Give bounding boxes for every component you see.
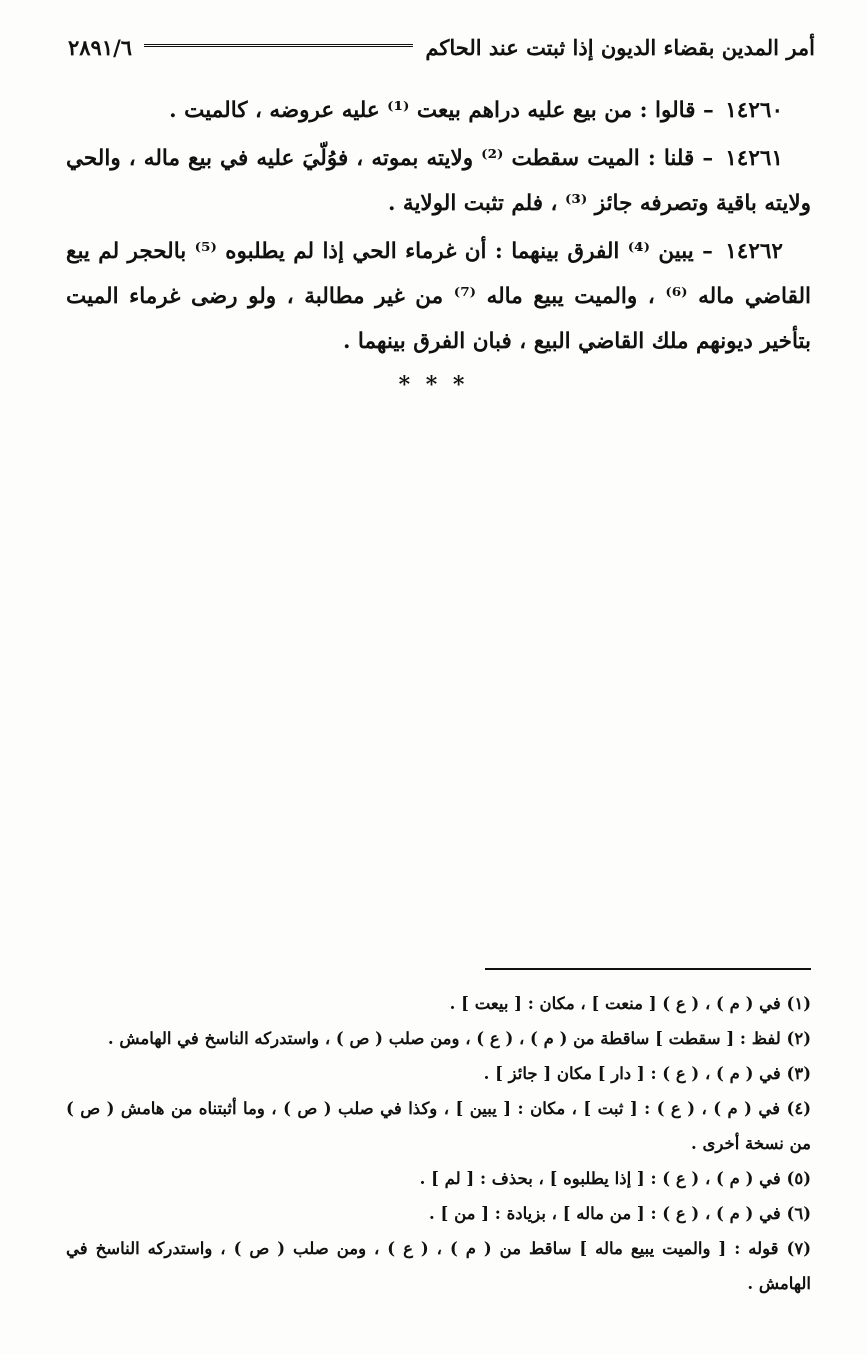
footnote-6: (٦) في ( م ) ، ( ع ) : [ من ماله ] ، بزيادة : [ من ] . <box>429 1204 811 1223</box>
footnote-4: (٤) في ( م ) ، ( ع ) : [ ثبت ] ، مكان : [ يبين ] ، وكذا في صلب ( ص ) ، وما أثبتناه من هامش ( ص ) من نسخة أخرى . <box>66 1099 811 1153</box>
paragraph-number: ١٤٢٦٢ <box>725 239 783 264</box>
footnote-3: (٣) في ( م ) ، ( ع ) : [ دار ] مكان [ جائز ] . <box>483 1064 811 1083</box>
section-separator: * * * <box>398 372 469 398</box>
paragraph-14261 <box>66 136 811 226</box>
header-double-rule <box>144 44 413 51</box>
running-header <box>68 30 815 64</box>
paragraph-text: – يبين ⁽⁴⁾ الفرق بينهما : أن غرماء الحي إذا لم يطلبوه ⁽⁵⁾ بالحجر لم يبع القاضي ماله ⁽⁶⁾ ، والميت يبيع ماله ⁽⁷⁾ من غير مطالبة ، ولو رضى غرماء الميت بتأخير ديونهم ملك القاضي البيع ، فبان الفرق بينهما . <box>66 239 812 354</box>
paragraph-number: ١٤٢٦٠ <box>725 98 783 123</box>
footnote-2: (٢) لفظ : [ سقطت ] ساقطة من ( م ) ، ( ع ) ، ومن صلب ( ص ) ، واستدركه الناسخ في الهامش . <box>107 1029 811 1048</box>
footnotes <box>66 986 811 1301</box>
paragraph-14260 <box>66 88 811 133</box>
paragraph-number: ١٤٢٦١ <box>725 146 783 171</box>
footnote-1: (١) في ( م ) ، ( ع ) [ منعت ] ، مكان : [ بيعت ] . <box>449 994 811 1013</box>
paragraph-text: – قلنا : الميت سقطت ⁽²⁾ ولايته بموته ، فوُلّيَ عليه في بيع ماله ، والحي ولايته باقية وتصرفه جائز ⁽³⁾ ، فلم تثبت الولاية . <box>66 146 811 216</box>
footnote-rule <box>485 968 811 970</box>
main-text <box>66 88 811 367</box>
header-title: أمر المدين بقضاء الديون إذا ثبتت عند الحاكم <box>425 34 815 60</box>
footnote-5: (٥) في ( م ) ، ( ع ) : [ إذا يطلبوه ] ، بحذف : [ لم ] . <box>419 1169 811 1188</box>
paragraph-text: – قالوا : من بيع عليه دراهم بيعت ⁽¹⁾ عليه عروضه ، كالميت . <box>169 98 714 123</box>
paragraph-14262 <box>66 229 811 364</box>
footnote-7: (٧) قوله : [ والميت يبيع ماله ] ساقط من ( م ) ، ( ع ) ، ومن صلب ( ص ) ، واستدركه الناسخ في الهامش . <box>66 1239 811 1293</box>
header-page-ref: ٢٨٩١/٦ <box>68 34 133 60</box>
